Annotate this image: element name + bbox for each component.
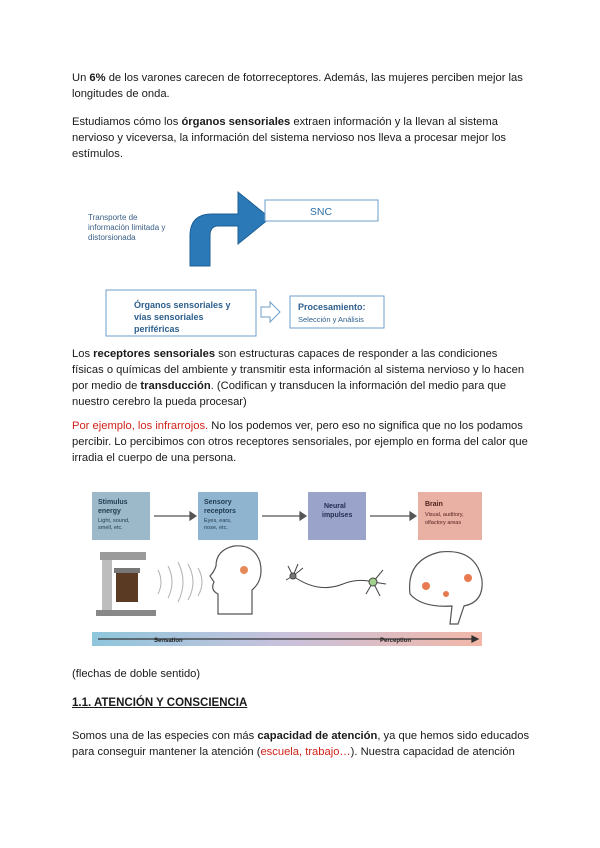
- sensory-processing-diagram: [80, 186, 400, 338]
- processing-subtitle: Selección y Análisis: [298, 315, 364, 324]
- right-arrow-icon: [261, 302, 280, 322]
- box-title: impulses: [322, 512, 353, 519]
- box-title: Stimulus: [98, 499, 128, 506]
- paragraph-double-arrows: (flechas de doble sentido): [72, 668, 201, 680]
- snc-label: SNC: [309, 206, 333, 218]
- box-subtitle: Eyes, ears,: [204, 518, 232, 524]
- box-subtitle: Visual, auditory,: [425, 512, 464, 518]
- sensation-label: Sensation: [154, 638, 183, 644]
- brain-icon: [410, 552, 483, 624]
- box-subtitle: smell, etc.: [98, 525, 123, 531]
- stimulus-waves-icon: [158, 562, 202, 602]
- paragraph-sensory-organs: Estudiamos cómo los órganos sensoriales extraen información y la llevan al sistema nervioso y viceversa, la información del sistema nervioso nos lleva a procesar mejor los estímulos.: [72, 116, 507, 160]
- box-title: receptors: [204, 508, 236, 515]
- transport-label-line: distorsionada: [88, 233, 136, 242]
- box-title: energy: [98, 508, 121, 515]
- box-title: Sensory: [204, 499, 232, 506]
- paragraph-photoreceptors: Un 6% de los varones carecen de fotorreceptores. Además, las mujeres perciben mejor las longitudes de onda.: [72, 72, 523, 100]
- paragraph-infrared-example: Por ejemplo, los infrarrojos. No los podemos ver, pero eso no significa que no los podamos percibir. Lo percibimos con otros receptores sensoriales, por ejemplo en forma del calor que irradia el cuerpo de una persona.: [72, 420, 528, 464]
- neuron-icon: [286, 564, 386, 596]
- organs-label-line: vías sensoriales: [134, 312, 204, 322]
- sensation-perception-diagram: [88, 484, 488, 654]
- organs-label-line: periféricas: [134, 324, 180, 334]
- head-profile-icon: [210, 546, 261, 614]
- transport-label-line: información limitada y: [88, 223, 166, 232]
- arrow-head-icon: [300, 512, 306, 520]
- perception-label: Perception: [380, 638, 412, 644]
- arrow-head-icon: [410, 512, 416, 520]
- section-heading: 1.1. ATENCIÓN Y CONSCIENCIA: [72, 697, 248, 709]
- organs-label-line: Órganos sensoriales y: [134, 300, 231, 310]
- arrow-head-icon: [190, 512, 196, 520]
- curved-arrow-icon: [190, 192, 270, 266]
- coffee-machine-icon: [96, 552, 156, 616]
- paragraph-attention: Somos una de las especies con más capacidad de atención, ya que hemos sido educados para conseguir mantener la atención (escuela, trabajo…). Nuestra capacidad de atención: [72, 730, 530, 758]
- processing-title: Procesamiento:: [298, 302, 366, 312]
- box-title: Brain: [425, 501, 443, 508]
- box-subtitle: olfactory areas: [425, 520, 462, 526]
- paragraph-sensory-receptors: Los receptores sensoriales son estructuras capaces de responder a las condiciones físicas o químicas del ambiente y transmitir esta información al sistema nervioso y lo hacen por medio de transducción. (Codifican y transducen la información del medio para que nuestro cerebro la pueda procesar): [72, 348, 525, 408]
- transport-label-line: Transporte de: [88, 213, 138, 222]
- box-subtitle: nose, etc.: [204, 525, 228, 531]
- box-subtitle: Light, sound,: [98, 518, 130, 524]
- box-title: Neural: [324, 503, 346, 510]
